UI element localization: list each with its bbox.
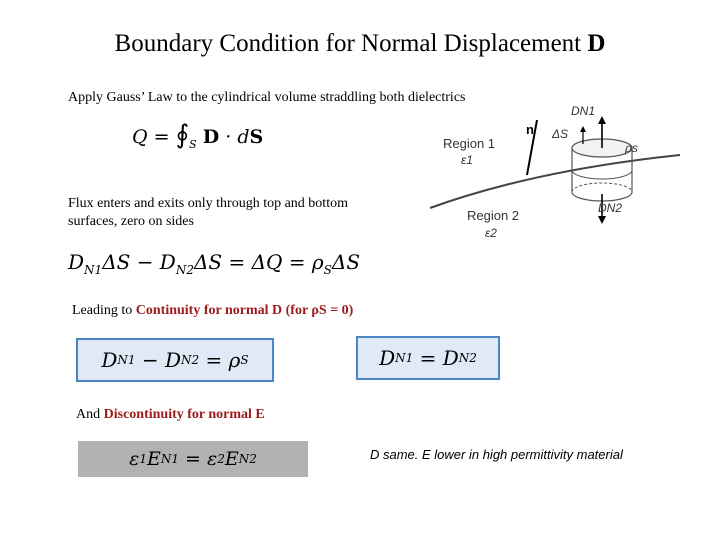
ds-label: ΔS [552, 127, 569, 141]
eps2-label: ε2 [485, 226, 497, 240]
continuity-equation-2: D N1 = D N2 [356, 336, 500, 380]
page-title: Boundary Condition for Normal Displacement D [114, 30, 606, 57]
intro-text: Apply Gauss’ Law to the cylindrical volume straddling both dielectrics [68, 90, 466, 105]
normal-label: n [526, 122, 534, 137]
leading-text: Leading to Continuity for normal D (for ρS = 0) [72, 303, 354, 318]
flux-text: Flux enters and exits only through top and bottom surfaces, zero on sides [68, 196, 348, 229]
gauss-equation: $Q = ∮_S$ D · dS [132, 120, 264, 151]
boundary-diagram [425, 100, 695, 250]
region1-label: Region 1 [443, 136, 496, 151]
rho-label: ρs [625, 141, 638, 155]
dn1-label: DN1 [571, 104, 596, 118]
dn2-label: DN2 [598, 201, 623, 215]
flux-equation: $D_{N1}\Delta S - D_{N2}\Delta S = \Delta Q = \rho_S\Delta S$ [68, 250, 361, 277]
continuity-equation-1: D N1 − D N2 = ρ S [76, 338, 274, 382]
region2-label: Region 2 [467, 208, 520, 223]
discontinuity-text: And Discontinuity for normal E [76, 407, 265, 422]
discontinuity-equation: ε 1 E N1 = ε 2 E N2 [78, 441, 308, 477]
note-text: D same. E lower in high permittivity material [370, 447, 623, 462]
eps1-label: ε1 [461, 153, 473, 167]
